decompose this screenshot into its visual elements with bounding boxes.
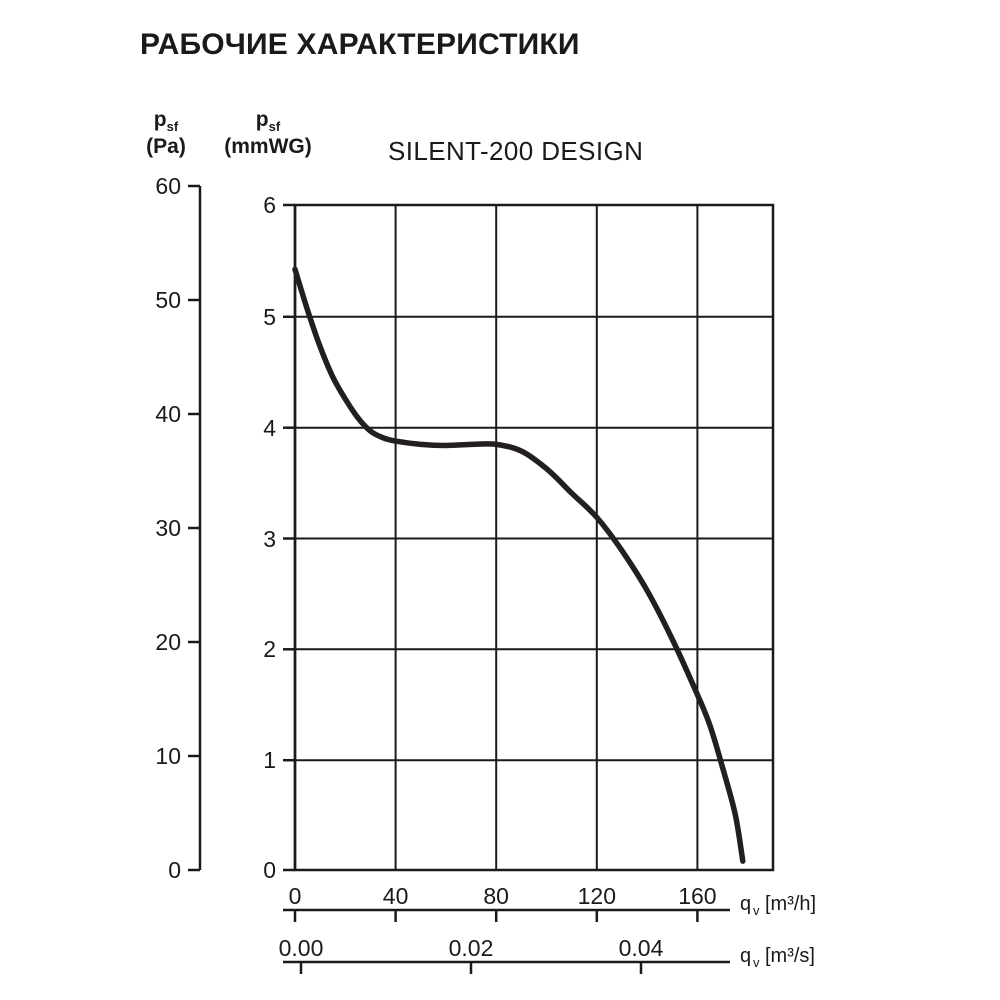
left-axis-subscript: sf [166, 119, 179, 135]
inner-axis-symbol: p [255, 108, 269, 131]
m3h-tick-80: 80 [483, 883, 509, 909]
horizontal-gridlines [295, 317, 773, 760]
series-title: SILENT-200 DESIGN [388, 136, 644, 166]
pa-axis [155, 173, 200, 883]
pa-tick-0: 0 [168, 857, 181, 883]
m3h-tick-160: 160 [678, 883, 717, 909]
pa-tick-40: 40 [155, 401, 181, 427]
mmwg-tick-0: 0 [263, 857, 276, 883]
left-axis-unit: (Pa) [146, 134, 186, 158]
performance-curve [295, 269, 743, 861]
mmwg-axis [263, 192, 295, 883]
mmwg-tick-5: 5 [263, 304, 276, 330]
m3s-tick-004: 0.04 [618, 935, 664, 961]
pa-tick-20: 20 [155, 629, 181, 655]
m3h-tick-120: 120 [577, 883, 616, 909]
pa-tick-60: 60 [155, 173, 181, 199]
pa-tick-50: 50 [155, 287, 181, 313]
mmwg-tick-3: 3 [263, 526, 276, 552]
mmwg-tick-1: 1 [263, 747, 276, 773]
pa-tick-30: 30 [155, 515, 181, 541]
m3h-axis-symbol: q [740, 893, 752, 915]
m3s-axis-unit: [m³/s] [765, 945, 815, 967]
m3h-tick-0: 0 [288, 883, 302, 909]
m3h-axis-subscript: v [753, 903, 760, 918]
m3s-axis [279, 935, 815, 974]
mmwg-tick-2: 2 [263, 636, 276, 662]
inner-axis-subscript: sf [268, 119, 281, 135]
m3s-axis-subscript: v [753, 955, 760, 970]
m3s-tick-000: 0.00 [278, 935, 324, 961]
m3s-tick-002: 0.02 [448, 935, 494, 961]
pa-tick-10: 10 [155, 743, 181, 769]
m3h-tick-40: 40 [382, 883, 409, 909]
left-axis-symbol: p [153, 108, 167, 131]
inner-axis-unit: (mmWG) [224, 134, 312, 158]
mmwg-tick-6: 6 [263, 192, 276, 218]
m3s-axis-symbol: q [740, 945, 752, 967]
m3h-axis-unit: [m³/h] [765, 893, 817, 915]
page-title: РАБОЧИЕ ХАРАКТЕРИСТИКИ [140, 28, 580, 61]
m3h-axis [283, 883, 816, 922]
mmwg-tick-4: 4 [263, 415, 276, 441]
